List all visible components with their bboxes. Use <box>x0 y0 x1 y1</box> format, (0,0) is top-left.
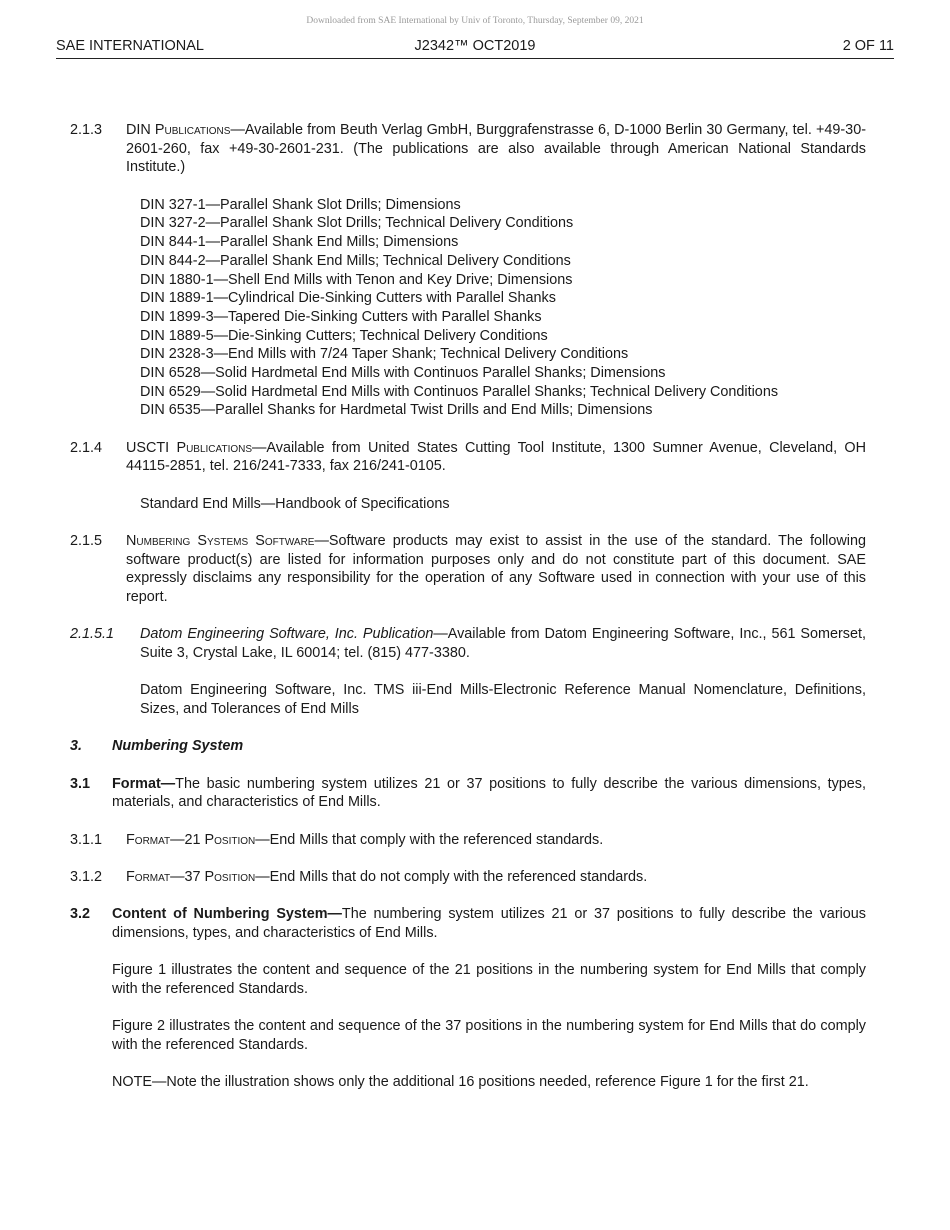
figure-2-paragraph: Figure 2 illustrates the content and sequence of the 37 positions in the numbering system for End Mills that do comply with the referenced Standards. <box>112 1018 866 1054</box>
figure-1-paragraph: Figure 1 illustrates the content and sequence of the 21 positions in the numbering system for End Mills that comply with the referenced Standards. <box>112 962 866 998</box>
download-watermark: Downloaded from SAE International by Univ of Toronto, Thursday, September 09, 2021 <box>306 16 644 26</box>
din-publication-list <box>70 196 866 420</box>
section-3-2 <box>70 905 866 942</box>
section-label: Format— <box>112 775 176 792</box>
list-item: DIN 844-1—Parallel Shank End Mills; Dimensions <box>140 234 459 251</box>
list-item: DIN 327-1—Parallel Shank Slot Drills; Dimensions <box>140 196 461 213</box>
list-item: DIN 6535—Parallel Shanks for Hardmetal Twist Drills and End Mills; Dimensions <box>140 402 653 419</box>
section-text: The numbering system utilizes 21 or 37 positions to fully describe the various dimensions, types, and characteristics of End Mills. <box>112 906 867 942</box>
section-text: —Available from United States Cutting Tool Institute, 1300 Sumner Avenue, Cleveland, OH 44115-2851, tel. 216/241-7333, fax 216/241-0105. <box>126 439 866 475</box>
list-item: DIN 1899-3—Tapered Die-Sinking Cutters with Parallel Shanks <box>140 308 542 325</box>
section-number: 3.1.2 <box>70 869 103 886</box>
section-text: —Available from Datom Engineering Software, Inc., 561 Somerset, Suite 3, Crystal Lake, IL 60014; tel. (815) 477-3380. <box>140 626 866 662</box>
note-paragraph: NOTE—Note the illustration shows only the additional 16 positions needed, reference Figure 1 for the first 21. <box>112 1074 809 1091</box>
section-2-1-5 <box>70 532 866 607</box>
section-number: 2.1.5 <box>70 533 103 550</box>
list-item: DIN 6529—Solid Hardmetal End Mills with Continuos Parallel Shanks; Technical Delivery Conditions <box>140 383 779 400</box>
section-title: Numbering System <box>112 738 244 755</box>
page-header <box>56 38 894 59</box>
document-body <box>70 121 866 1111</box>
list-item: DIN 1889-1—Cylindrical Die-Sinking Cutters with Parallel Shanks <box>140 290 556 307</box>
uscti-publication-list <box>70 495 866 514</box>
section-3-heading <box>70 737 866 756</box>
section-3-1-1 <box>70 831 866 850</box>
section-2-1-4 <box>70 439 866 476</box>
section-label: Content of Numbering System— <box>112 906 342 923</box>
section-3-1 <box>70 775 866 812</box>
page-number: 2 OF 11 <box>842 38 894 54</box>
section-number: 3.1 <box>70 775 91 792</box>
section-text: —Available from Beuth Verlag GmbH, Burggrafenstrasse 6, D-1000 Berlin 30 Germany, tel. +49-30-2601-260, fax +49-30-2601-231. (The publications are also available through American National Standards Institute.) <box>126 122 866 176</box>
section-number: 2.1.5.1 <box>70 626 115 643</box>
section-text: —End Mills that comply with the referenced standards. <box>255 831 604 848</box>
publisher-name: SAE INTERNATIONAL <box>56 38 204 54</box>
section-label: DIN Publications <box>126 122 231 138</box>
section-text: —End Mills that do not comply with the referenced standards. <box>255 869 648 886</box>
section-label: USCTI Publications <box>126 439 253 456</box>
section-label: Format—37 Position <box>126 869 256 886</box>
document-number: J2342™ OCT2019 <box>414 38 536 54</box>
section-number: 2.1.4 <box>70 439 103 456</box>
section-label: Datom Engineering Software, Inc. Publication <box>140 626 434 643</box>
section-text: The basic numbering system utilizes 21 or 37 positions to fully describe the various dimensions, types, materials, and characteristics of End Mills. <box>112 775 866 811</box>
list-item: DIN 1880-1—Shell End Mills with Tenon and Key Drive; Dimensions <box>140 271 573 288</box>
section-2-1-5-1 <box>70 625 866 662</box>
section-number: 3.2 <box>70 906 91 923</box>
list-item: Standard End Mills—Handbook of Specifications <box>140 495 450 512</box>
list-item: DIN 6528—Solid Hardmetal End Mills with Continuos Parallel Shanks; Dimensions <box>140 365 666 382</box>
list-item: DIN 844-2—Parallel Shank End Mills; Technical Delivery Conditions <box>140 252 571 269</box>
list-item: DIN 1889-5—Die-Sinking Cutters; Technical Delivery Conditions <box>140 327 548 344</box>
list-item: DIN 327-2—Parallel Shank Slot Drills; Technical Delivery Conditions <box>140 215 574 232</box>
datom-publication-item: Datom Engineering Software, Inc. TMS iii-End Mills-Electronic Reference Manual Nomenclature, Definitions, Sizes, and Tolerances of End Mills <box>140 682 866 718</box>
section-number: 2.1.3 <box>70 122 103 138</box>
section-label: Numbering Systems Software <box>126 533 315 550</box>
section-number: 3.1.1 <box>70 831 103 848</box>
section-number: 3. <box>70 738 83 755</box>
section-2-1-3 <box>70 121 866 177</box>
section-text: —Software products may exist to assist in the use of the standard. The following software product(s) are listed for information purposes only and do not constitute part of this document. SAE expressly disclaims any responsibility for the operation of any Software used in connection with your use of this report. <box>126 533 866 606</box>
section-3-1-2 <box>70 868 866 887</box>
section-label: Format—21 Position <box>126 831 256 848</box>
list-item: DIN 2328-3—End Mills with 7/24 Taper Shank; Technical Delivery Conditions <box>140 346 629 363</box>
